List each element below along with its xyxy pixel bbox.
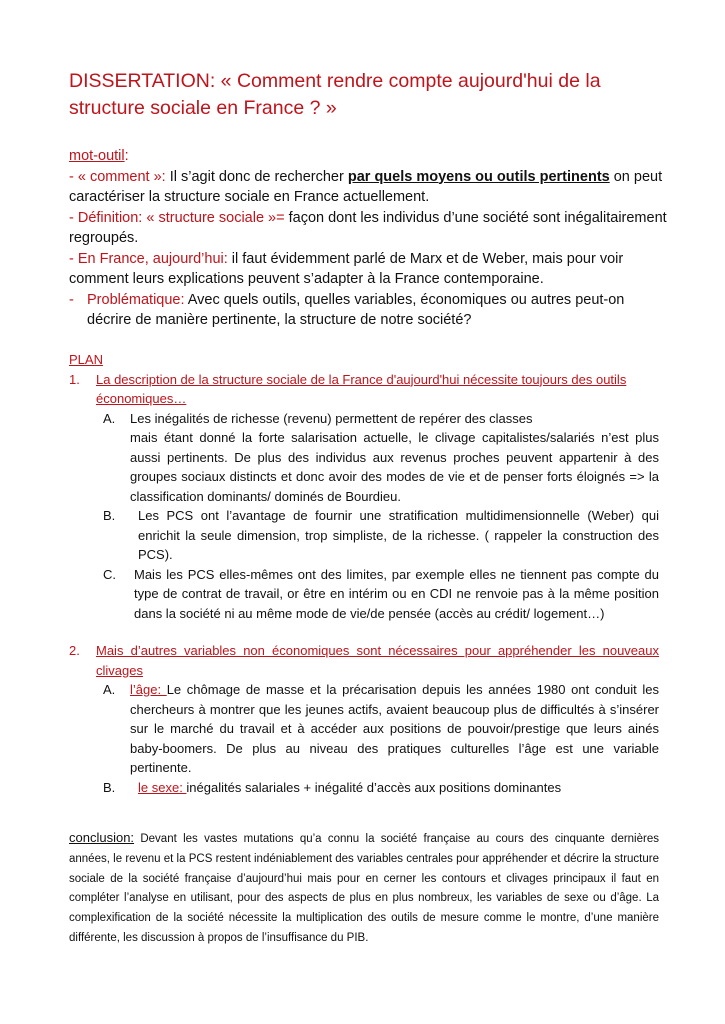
part-1-b-letter: B. — [103, 508, 116, 523]
plan-part-1 — [69, 370, 659, 409]
mot-outil-label: mot-outil — [69, 148, 125, 164]
part-2-a-letter: A. — [103, 682, 116, 697]
problematique-label: Problématique: — [87, 291, 185, 308]
problematique-dash: - — [69, 291, 74, 308]
part-2-title: Mais d’autres variables non économiques sont nécessaires pour appréhender les nouveaux clivages — [96, 643, 659, 678]
part-1-a — [103, 409, 659, 429]
part-1-number: 1. — [69, 371, 80, 387]
mot-outil-colon: : — [124, 148, 129, 164]
comment-label: - « comment »: — [69, 168, 166, 185]
part-1-b-text: Les PCS ont l’avantage de fournir une stratification multidimensionnelle (Weber) qui enrichit la seule dimension, trop simpliste, de la richesse. ( rappeler la construction des PCS). — [138, 508, 659, 562]
part-2-a-label: l’âge: — [130, 682, 167, 697]
part-2-a-text: Le chômage de masse et la précarisation depuis les années 1980 ont conduit les chercheurs à montrer que les jeunes actifs, avaient beaucoup plus de difficultés à s’insérer sur le marché du travail et à accéder aux positions de pouvoir/prestige que leurs ainés baby-boomers. De plus au niveau des pratiques culturelles l’âge est une variable pertinente. — [130, 682, 659, 775]
part-1-a-rest: mais étant donné la forte salarisation actuelle, le clivage capitalistes/salariés n’est plus aussi pertinents. De plus des individus aux revenus proches peuvent appartenir à des groupes sociaux distincts et donc avoir des modes de vie et de penser forts éloignés => la classification dominants/ dominés de Bourdieu. — [130, 430, 659, 504]
plan-label: PLAN — [69, 352, 103, 367]
document-title: DISSERTATION: « Comment rendre compte aujourd'hui de la structure sociale en France ? » — [69, 70, 601, 119]
part-1-a-first: Les inégalités de richesse (revenu) permettent de repérer des classes — [130, 410, 533, 426]
comment-bold: par quels moyens ou outils pertinents — [347, 168, 610, 185]
definition-label: - Définition: « structure sociale »= — [69, 209, 285, 226]
part-1-c-letter: C. — [103, 566, 116, 582]
mot-outil-section — [69, 146, 669, 331]
comment-pre: Il s’agit donc de rechercher — [165, 168, 348, 185]
part-2-b-text: inégalités salariales + inégalité d’accès aux positions dominantes — [186, 779, 562, 795]
part-1-a-letter: A. — [103, 410, 116, 426]
part-2-a — [103, 680, 659, 778]
part-2-b-label: le sexe: — [138, 779, 187, 795]
part-1-b — [103, 506, 659, 565]
part-2-number: 2. — [69, 643, 80, 658]
conclusion-section — [69, 828, 659, 949]
conclusion-label: conclusion: — [69, 830, 135, 845]
part-1-title: La description de la structure sociale de la France d'aujourd'hui nécessite toujours des outils économiques… — [96, 371, 627, 406]
plan-part-2 — [69, 641, 659, 680]
problematique-row — [69, 290, 669, 331]
france-text: il faut évidemment parlé de Marx et de Weber, mais pour voir comment leurs explications peuvent s’adapter à la France contemporaine. — [69, 250, 624, 287]
part-2-b — [103, 778, 659, 798]
part-1-c — [103, 565, 659, 624]
definition-text: façon dont les individus d’une société sont inégalitairement regroupés. — [69, 209, 667, 246]
problematique-text: Avec quels outils, quelles variables, économiques ou autres peut-on décrire de manière pertinente, la structure de notre société? — [87, 291, 625, 328]
comment-post: on peut caractériser la structure sociale en France actuellement. — [69, 168, 663, 205]
part-2-b-letter: B. — [103, 779, 116, 795]
part-1-c-text: Mais les PCS elles-mêmes ont des limites, par exemple elles ne tiennent pas compte du type de contrat de travail, or être en intérim ou en CDI ne renvoie pas à la même position dans la société ni au même mode de vie/de pensée (accès au crédit/ logement…) — [134, 566, 659, 621]
france-label: - En France, aujourd’hui: — [69, 250, 228, 267]
plan-section — [69, 350, 659, 797]
conclusion-text: Devant les vastes mutations qu’a connu la société française au cours des cinquante dernières années, le revenu et la PCS restent indéniablement des variables centrales pour appréhender et décrire la structure sociale de la société française d’aujourd’hui mais pour en cerner les contours et clivages principaux il faut en compléter l’analyse en utilisant, pour des aspects de plus en plus nombreux, les variables de sexe ou d’âge. La complexification de la société nécessite la multiplication des outils de mesure comme le montre, d’une manière différente, les discussion à propos de l’insuffisance du PIB. — [69, 833, 659, 944]
